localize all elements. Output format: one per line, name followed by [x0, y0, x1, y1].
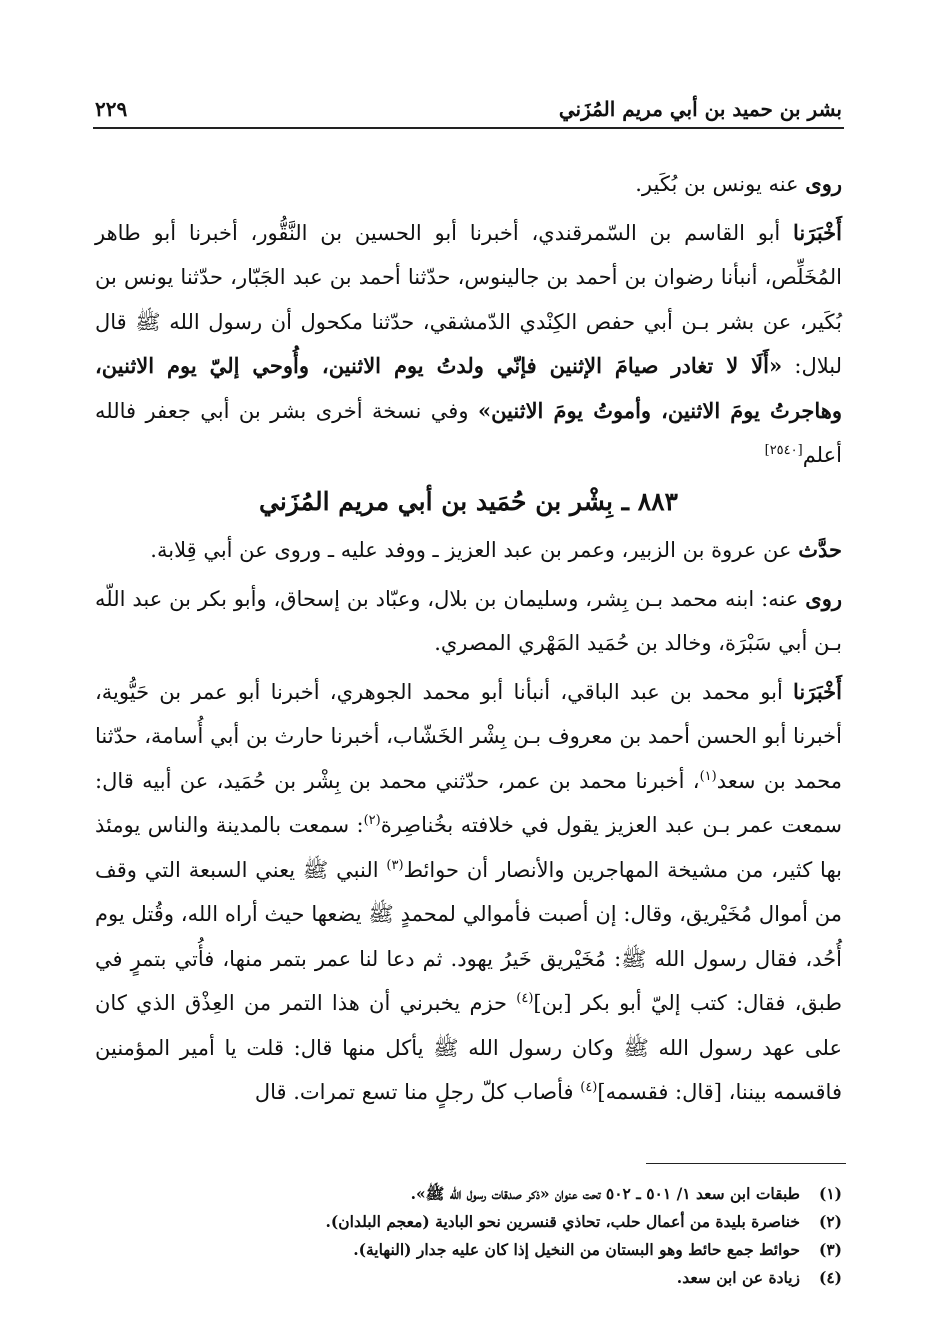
- paragraph-narrators-1: [95, 162, 842, 207]
- footnote-marker: (١): [699, 768, 717, 784]
- footnote-item: [95, 1208, 842, 1236]
- header-divider: [93, 127, 844, 129]
- footnote-item: [95, 1180, 842, 1208]
- paragraph-text: : سمعت بالمدينة والناس يومئذ بها كثير، من مشيخة المهاجرين والأنصار أن حوائط: [95, 813, 842, 882]
- paragraph-text: أبو محمد بن عبد الباقي، أنبأنا أبو محمد الجوهري، أخبرنا أبو عمر بن حَيُّوية، أخبرنا أبو الحسن أحمد بن معروف بـن بِشْر الخَشّاب، أخبرنا حارث بن أبي أُسامة، حدّثنا محمد بن سعد: [95, 679, 842, 793]
- footnote-marker: (٢): [363, 813, 381, 828]
- paragraph-lead: روى: [805, 585, 842, 611]
- paragraph-text: عنه يونس بن بُكَير.: [635, 172, 806, 196]
- main-text: [95, 162, 842, 1115]
- footnote-text: طبقات ابن سعد ١/ ٥٠١ ـ ٥٠٢ تحت عنوان «ذكر صدقات رسول الله ﷺ».: [410, 1184, 800, 1203]
- page-header: [95, 92, 842, 126]
- paragraph-report: [95, 670, 842, 1115]
- paragraph-text: عن عروة بن الزبير، وعمر بن عبد العزيز ـ ووفد عليه ـ وروى عن أبي قِلابة.: [150, 538, 799, 562]
- footnote-marker: (٤): [516, 991, 534, 1006]
- paragraph-lead: أَخْبَرَنا: [793, 678, 842, 704]
- footnote-number: (١): [818, 1184, 842, 1203]
- paragraph-text: النبي ﷺ يعني السبعة التي وقف من أموال مُخَيْريق، وقال: إن أصبت فأموالي لمحمدٍ ﷺ يضعها حيث أراه الله، وقُتل يوم أُحُد، فقال رسول الله ﷺ: مُخَيْريق خَيرُ يهود. ثم دعا لنا عمر بتمر منها، فأُتي بتمرٍ في طبق، فقال: كتب إليّ أبو بكر [بن]: [95, 857, 842, 1015]
- footnote-marker: (٣): [386, 857, 404, 873]
- paragraph-text: أبو القاسم بن السّمرقندي، أخبرنا أبو الحسين بن النَّقُّور، أخبرنا أبو طاهر المُخَلِّص، أنبأنا رضوان بن أحمد بن جالينوس، حدّثنا أحمد بن عبد الجَبّار، حدّثنا يونس بن بُكَير، عن بشر بـن أبي حفص الكِنْدي الدّمشقي، حدّثنا مكحول أن رسول الله ﷺ قال لبلال:: [95, 220, 842, 378]
- paragraph-text: فأصاب كلّ رجلٍ منا تسع تمرات. قال: [254, 1080, 581, 1104]
- footnote-item: [95, 1264, 842, 1292]
- reference-number: [٢٥٤٠]: [764, 443, 803, 458]
- page-number: ٢٢٩: [95, 97, 128, 121]
- paragraph-text: عنه: ابنه محمد بـن بِشر، وسليمان بن بلال، وعبّاد بن إسحاق، وأبو بكر بن عبد اللّه بـن أبي سَبْرَة، وخالد بن حُمَيد المَهْري المصري.: [95, 586, 842, 655]
- hadith-quote: «أَلَا لا تغادر صيامَ الإثنين فإنّي ولدتُ يوم الاثنين، وأُوحي إليّ يوم الاثنين، وهاجرتُ يومَ الاثنين، وأموتُ يومَ الاثنين»: [95, 353, 842, 423]
- footnote-text: حوائط جمع حائط وهو البستان من النخيل إذا كان عليه جدار (النهاية).: [353, 1240, 800, 1259]
- paragraph-lead: حدَّث: [798, 537, 842, 562]
- footnote-text: زيادة عن ابن سعد.: [676, 1268, 800, 1287]
- footnote-number: (٤): [818, 1268, 842, 1287]
- paragraph-lead: روى: [805, 171, 842, 196]
- paragraph-text: حزم يخبرني أن هذا التمر من العِذْق الذي كان على عهد رسول الله ﷺ وكان رسول الله ﷺ يأكل منها قال: قلت يا أمير المؤمنين فاقسمه بيننا، [قال: فقسمه]: [95, 991, 842, 1104]
- footnote-text: خناصرة بليدة من أعمال حلب، تحاذي قنسرين نحو البادية (معجم البلدان).: [325, 1212, 800, 1231]
- footnote-divider: [646, 1163, 846, 1164]
- paragraph-narrators-2: [95, 577, 842, 666]
- footnote-item: [95, 1236, 842, 1264]
- entry-heading: ٨٨٣ ـ بِشْر بن حُمَيد بن أبي مريم المُزَني: [259, 486, 678, 516]
- footnote-number: (٢): [818, 1212, 842, 1231]
- paragraph-narrated-from: [95, 528, 842, 573]
- paragraph-hadith: [95, 211, 842, 478]
- footnote-marker: (٤): [580, 1080, 598, 1095]
- paragraph-text: ، أخبرنا محمد بن عمر، حدّثني محمد بن بِشْر بن حُمَيد، عن أبيه قال: سمعت عمر بـن عبد العزيز يقول في خلافته بخُناصِرة: [95, 768, 842, 837]
- footnote-number: (٣): [818, 1240, 842, 1259]
- paragraph-text: وفي نسخة أخرى بشر بن أبي جعفر فالله أعلم: [95, 398, 842, 467]
- paragraph-lead: أَخْبَرَنا: [793, 219, 842, 245]
- footnotes: [95, 1180, 842, 1292]
- running-title: بشر بن حميد بن أبي مريم المُزَني: [558, 97, 842, 121]
